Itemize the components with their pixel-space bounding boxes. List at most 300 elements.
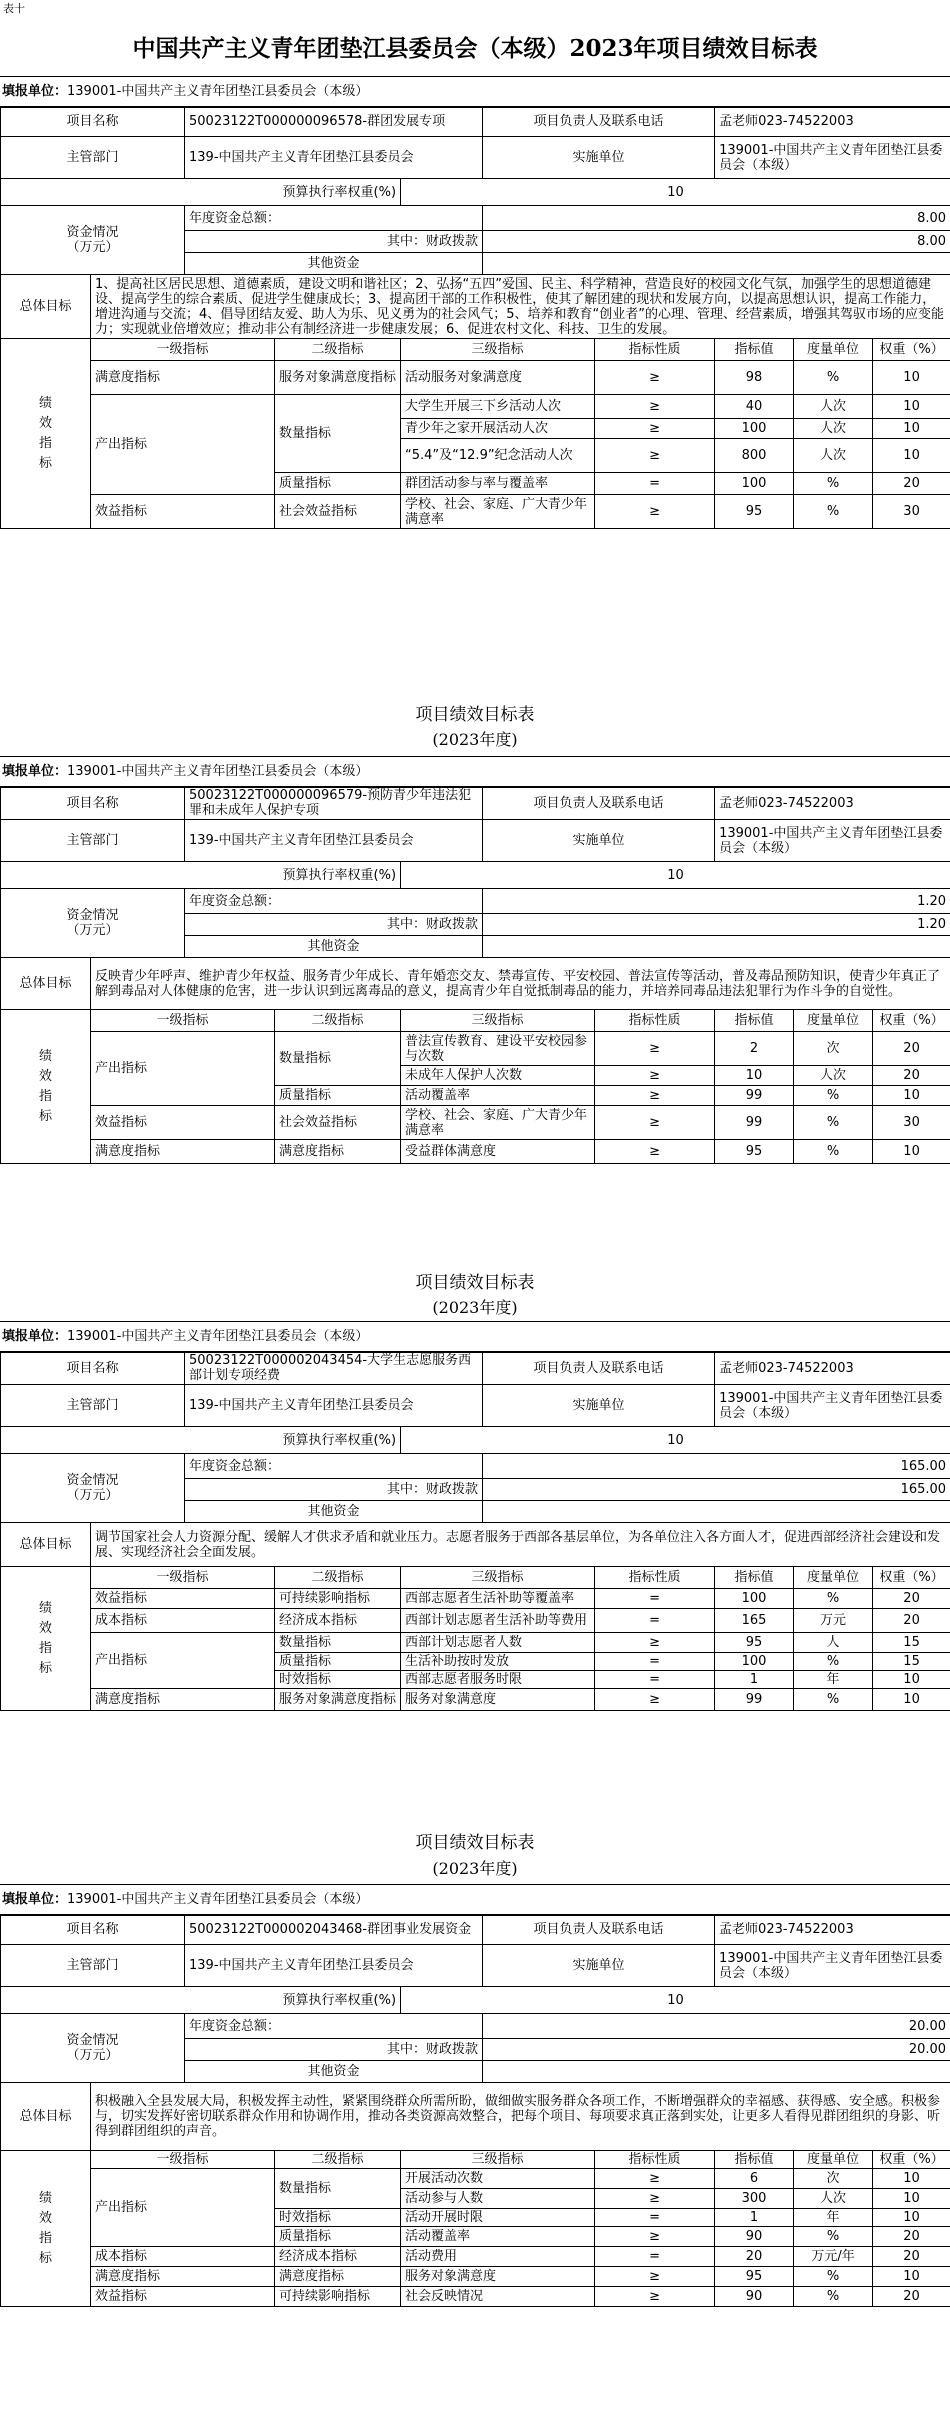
level1-indicator: 成本指标 xyxy=(91,1609,275,1633)
level1-indicator: 满意度指标 xyxy=(91,361,275,395)
level2-indicator: 质量指标 xyxy=(275,1653,401,1671)
indicator-value: 6 xyxy=(715,2169,794,2189)
fiscal-label: 其中：财政拨款 xyxy=(185,231,483,253)
other-funds-label: 其他资金 xyxy=(185,253,483,275)
project-name-value: 50023122T000000096578-群团发展专项 xyxy=(185,107,483,137)
indicator-weight: 10 xyxy=(873,395,950,419)
indicator-weight: 10 xyxy=(873,419,950,439)
annual-label: 年度资金总额： xyxy=(185,1454,483,1479)
dept-label: 主管部门 xyxy=(1,137,185,179)
indicator-weight: 20 xyxy=(873,2287,950,2307)
impl-label: 实施单位 xyxy=(483,1385,715,1427)
level1-indicator: 产出指标 xyxy=(91,1032,275,1106)
header-value: 指标值 xyxy=(715,1010,794,1032)
level2-indicator: 经济成本指标 xyxy=(275,2247,401,2267)
indicator-weight: 10 xyxy=(873,2267,950,2287)
performance-table xyxy=(0,1351,950,1711)
indicator-row xyxy=(1,2247,950,2267)
section-title: 项目绩效目标表 xyxy=(415,705,535,725)
level3-indicator: 普法宣传教育、建设平安校园参与次数 xyxy=(401,1032,595,1066)
indicator-nature: ≥ xyxy=(595,419,715,439)
header-value: 指标值 xyxy=(715,339,794,361)
level3-indicator: 活动覆盖率 xyxy=(401,2227,595,2247)
indicator-weight: 15 xyxy=(873,1633,950,1653)
fill-unit-row xyxy=(0,1884,950,1916)
dept-value: 139-中国共产主义青年团垫江县委员会 xyxy=(185,1945,483,1987)
indicator-value: 300 xyxy=(715,2189,794,2209)
indicator-weight: 20 xyxy=(873,1066,950,1086)
weight-value: 10 xyxy=(401,862,950,889)
project-name-label: 项目名称 xyxy=(1,1352,185,1385)
indicator-nature: = xyxy=(595,1589,715,1609)
contact-value: 孟老师023-74522003 xyxy=(715,1915,950,1945)
fill-unit-value: 139001-中国共产主义青年团垫江县委员会（本级） xyxy=(67,1329,369,1344)
level1-indicator: 效益指标 xyxy=(91,2287,275,2307)
indicator-row xyxy=(1,2267,950,2287)
level1-indicator: 效益指标 xyxy=(91,1106,275,1140)
indicator-weight: 10 xyxy=(873,1671,950,1689)
level3-indicator: 青少年之家开展活动人次 xyxy=(401,419,595,439)
level1-indicator: 成本指标 xyxy=(91,2247,275,2267)
indicator-value: 100 xyxy=(715,419,794,439)
indicator-value: 20 xyxy=(715,2247,794,2267)
indicator-row xyxy=(1,2287,950,2307)
indicator-row xyxy=(1,1106,950,1140)
indicator-row xyxy=(1,1633,950,1653)
dept-label: 主管部门 xyxy=(1,820,185,862)
header-unit: 度量单位 xyxy=(794,1567,873,1589)
indicator-weight: 10 xyxy=(873,2169,950,2189)
indicator-value: 100 xyxy=(715,1653,794,1671)
indicator-nature: ≥ xyxy=(595,2267,715,2287)
level3-indicator: 受益群体满意度 xyxy=(401,1140,595,1164)
indicator-nature: ≥ xyxy=(595,1066,715,1086)
level3-indicator: 学校、社会、家庭、广大青少年满意率 xyxy=(401,495,595,529)
level3-indicator: 学校、社会、家庭、广大青少年满意率 xyxy=(401,1106,595,1140)
indicator-value: 40 xyxy=(715,395,794,419)
goal-text: 反映青少年呼声、维护青少年权益、服务青少年成长、青年婚恋交友、禁毒宣传、平安校园、普法宣传等活动，普及毒品预防知识，使青少年真正了解到毒品对人体健康的危害，进一步认识到远离毒品的意义，提高青少年自觉抵制毒品的能力，并培养同毒品违法犯罪行为作斗争的自觉性。 xyxy=(91,958,950,1010)
fill-unit-value: 139001-中国共产主义青年团垫江县委员会（本级） xyxy=(67,84,369,99)
level3-indicator: 社会反映情况 xyxy=(401,2287,595,2307)
impl-label: 实施单位 xyxy=(483,1945,715,1987)
goal-text: 调节国家社会人力资源分配、缓解人才供求矛盾和就业压力。志愿者服务于西部各基层单位，为各单位注入各方面人才，促进西部经济社会建设和发展、实现经济社会全面发展。 xyxy=(91,1523,950,1567)
other-funds-value xyxy=(483,936,950,958)
indicator-weight: 10 xyxy=(873,1086,950,1106)
fiscal-label: 其中：财政拨款 xyxy=(185,2039,483,2061)
indicator-value: 95 xyxy=(715,2267,794,2287)
indicator-nature: ≥ xyxy=(595,2227,715,2247)
indicator-weight: 20 xyxy=(873,2227,950,2247)
indicator-nature: ≥ xyxy=(595,2189,715,2209)
section-year: (2023年度) xyxy=(432,1859,518,1878)
indicator-value: 90 xyxy=(715,2227,794,2247)
goal-label: 总体目标 xyxy=(1,1523,91,1567)
header-unit: 度量单位 xyxy=(794,1010,873,1032)
indicator-unit: 人次 xyxy=(794,439,873,473)
indicator-nature: = xyxy=(595,473,715,495)
annual-label: 年度资金总额： xyxy=(185,889,483,914)
indicator-row xyxy=(1,395,950,419)
contact-label: 项目负责人及联系电话 xyxy=(483,107,715,137)
goal-label: 总体目标 xyxy=(1,275,91,339)
fiscal-label: 其中：财政拨款 xyxy=(185,914,483,936)
project-name-value: 50023122T000002043454-大学生志愿服务西部计划专项经费 xyxy=(185,1352,483,1385)
header-weight: 权重（%） xyxy=(873,339,950,361)
level1-indicator: 产出指标 xyxy=(91,2169,275,2247)
level3-indicator: 西部计划志愿者人数 xyxy=(401,1633,595,1653)
contact-value: 孟老师023-74522003 xyxy=(715,1352,950,1385)
contact-value: 孟老师023-74522003 xyxy=(715,787,950,820)
indicator-unit: 万元/年 xyxy=(794,2247,873,2267)
header-level3: 三级指标 xyxy=(401,2151,595,2169)
fiscal-value: 1.20 xyxy=(483,914,950,936)
level3-indicator: 西部志愿者服务时限 xyxy=(401,1671,595,1689)
impl-value: 139001-中国共产主义青年团垫江县委员会（本级） xyxy=(715,1945,950,1987)
project-name-label: 项目名称 xyxy=(1,787,185,820)
header-unit: 度量单位 xyxy=(794,2151,873,2169)
indicator-unit: 次 xyxy=(794,2169,873,2189)
level2-indicator: 服务对象满意度指标 xyxy=(275,1689,401,1711)
level2-indicator: 社会效益指标 xyxy=(275,1106,401,1140)
level1-indicator: 产出指标 xyxy=(91,1633,275,1689)
level3-indicator: “5.4”及“12.9”纪念活动人次 xyxy=(401,439,595,473)
indicator-weight: 30 xyxy=(873,1106,950,1140)
level3-indicator: 服务对象满意度 xyxy=(401,1689,595,1711)
fill-unit-label: 填报单位： xyxy=(2,84,68,99)
indicator-row xyxy=(1,2169,950,2189)
performance-table xyxy=(0,1914,950,2307)
contact-label: 项目负责人及联系电话 xyxy=(483,787,715,820)
indicator-weight: 20 xyxy=(873,473,950,495)
fill-unit-label: 填报单位： xyxy=(2,1892,68,1907)
level1-indicator: 满意度指标 xyxy=(91,1140,275,1164)
indicator-unit: % xyxy=(794,1140,873,1164)
indicator-unit: 万元 xyxy=(794,1609,873,1633)
indicator-row xyxy=(1,1589,950,1609)
other-funds-value xyxy=(483,253,950,275)
level3-indicator: 未成年人保护人次数 xyxy=(401,1066,595,1086)
indicator-row xyxy=(1,1032,950,1066)
level2-indicator: 可持续影响指标 xyxy=(275,2287,401,2307)
indicator-unit: % xyxy=(794,1689,873,1711)
indicator-unit: 人次 xyxy=(794,419,873,439)
goal-label: 总体目标 xyxy=(1,2083,91,2151)
indicator-nature: = xyxy=(595,1671,715,1689)
level2-indicator: 时效指标 xyxy=(275,1671,401,1689)
indicator-nature: ≥ xyxy=(595,439,715,473)
header-unit: 度量单位 xyxy=(794,339,873,361)
fiscal-label: 其中：财政拨款 xyxy=(185,1479,483,1501)
fiscal-value: 8.00 xyxy=(483,231,950,253)
perf-label: 绩 效 指 标 xyxy=(1,1010,91,1164)
level3-indicator: 生活补助按时发放 xyxy=(401,1653,595,1671)
indicator-nature: ≥ xyxy=(595,361,715,395)
other-funds-label: 其他资金 xyxy=(185,2061,483,2083)
dept-label: 主管部门 xyxy=(1,1945,185,1987)
indicator-nature: ≥ xyxy=(595,1032,715,1066)
level3-indicator: 西部计划志愿者生活补助等费用 xyxy=(401,1609,595,1633)
indicator-unit: 人次 xyxy=(794,2189,873,2209)
level3-indicator: 服务对象满意度 xyxy=(401,2267,595,2287)
indicator-value: 1 xyxy=(715,1671,794,1689)
level2-indicator: 可持续影响指标 xyxy=(275,1589,401,1609)
indicator-row xyxy=(1,1140,950,1164)
project-name-value: 50023122T000002043468-群团事业发展资金 xyxy=(185,1915,483,1945)
indicator-nature: ≥ xyxy=(595,1140,715,1164)
indicator-row xyxy=(1,1689,950,1711)
weight-value: 10 xyxy=(401,179,950,206)
annual-value: 20.00 xyxy=(483,2014,950,2039)
indicator-unit: 人 xyxy=(794,1633,873,1653)
level1-indicator: 效益指标 xyxy=(91,1589,275,1609)
weight-label: 预算执行率权重(%) xyxy=(1,1427,401,1454)
goal-label: 总体目标 xyxy=(1,958,91,1010)
indicator-row xyxy=(1,1609,950,1633)
level2-indicator: 数量指标 xyxy=(275,1633,401,1653)
fiscal-value: 165.00 xyxy=(483,1479,950,1501)
weight-label: 预算执行率权重(%) xyxy=(1,1987,401,2014)
indicator-weight: 10 xyxy=(873,2209,950,2227)
indicator-weight: 20 xyxy=(873,1609,950,1633)
indicator-nature: ≥ xyxy=(595,1689,715,1711)
annual-value: 8.00 xyxy=(483,206,950,231)
level2-indicator: 满意度指标 xyxy=(275,1140,401,1164)
indicator-value: 800 xyxy=(715,439,794,473)
dept-value: 139-中国共产主义青年团垫江县委员会 xyxy=(185,1385,483,1427)
page-tag: 表十 xyxy=(3,2,25,15)
indicator-value: 2 xyxy=(715,1032,794,1066)
project-name-label: 项目名称 xyxy=(1,1915,185,1945)
indicator-nature: ≥ xyxy=(595,2287,715,2307)
fiscal-value: 20.00 xyxy=(483,2039,950,2061)
perf-label: 绩 效 指 标 xyxy=(1,339,91,529)
indicator-value: 100 xyxy=(715,1589,794,1609)
indicator-weight: 30 xyxy=(873,495,950,529)
header-level1: 一级指标 xyxy=(91,2151,275,2169)
fill-unit-label: 填报单位： xyxy=(2,1329,68,1344)
weight-value: 10 xyxy=(401,1427,950,1454)
perf-label: 绩 效 指 标 xyxy=(1,2151,91,2307)
indicator-nature: ≥ xyxy=(595,1086,715,1106)
level1-indicator: 产出指标 xyxy=(91,395,275,495)
indicator-value: 98 xyxy=(715,361,794,395)
header-nature: 指标性质 xyxy=(595,339,715,361)
indicator-value: 1 xyxy=(715,2209,794,2227)
level3-indicator: 活动覆盖率 xyxy=(401,1086,595,1106)
level3-indicator: 活动参与人数 xyxy=(401,2189,595,2209)
indicator-nature: = xyxy=(595,1609,715,1633)
impl-value: 139001-中国共产主义青年团垫江县委员会（本级） xyxy=(715,137,950,179)
header-weight: 权重（%） xyxy=(873,1567,950,1589)
header-value: 指标值 xyxy=(715,1567,794,1589)
header-nature: 指标性质 xyxy=(595,2151,715,2169)
level1-indicator: 效益指标 xyxy=(91,495,275,529)
other-funds-label: 其他资金 xyxy=(185,1501,483,1523)
indicator-weight: 15 xyxy=(873,1653,950,1671)
level3-indicator: 活动服务对象满意度 xyxy=(401,361,595,395)
indicator-value: 95 xyxy=(715,1633,794,1653)
annual-value: 1.20 xyxy=(483,889,950,914)
indicator-weight: 20 xyxy=(873,2247,950,2267)
annual-label: 年度资金总额： xyxy=(185,2014,483,2039)
fill-unit-row xyxy=(0,1321,950,1353)
level2-indicator: 服务对象满意度指标 xyxy=(275,361,401,395)
level3-indicator: 大学生开展三下乡活动人次 xyxy=(401,395,595,419)
contact-label: 项目负责人及联系电话 xyxy=(483,1352,715,1385)
section-title: 项目绩效目标表 xyxy=(415,1833,535,1853)
annual-label: 年度资金总额： xyxy=(185,206,483,231)
funds-label: 资金情况 （万元） xyxy=(1,2014,185,2083)
impl-value: 139001-中国共产主义青年团垫江县委员会（本级） xyxy=(715,1385,950,1427)
impl-label: 实施单位 xyxy=(483,820,715,862)
indicator-nature: ≥ xyxy=(595,495,715,529)
indicator-weight: 10 xyxy=(873,2189,950,2209)
fill-unit-row xyxy=(0,76,950,108)
fill-unit-value: 139001-中国共产主义青年团垫江县委员会（本级） xyxy=(67,764,369,779)
performance-table xyxy=(0,786,950,1164)
header-weight: 权重（%） xyxy=(873,1010,950,1032)
indicator-weight: 10 xyxy=(873,1689,950,1711)
level2-indicator: 满意度指标 xyxy=(275,2267,401,2287)
level3-indicator: 活动开展时限 xyxy=(401,2209,595,2227)
indicator-unit: 人次 xyxy=(794,395,873,419)
header-level3: 三级指标 xyxy=(401,1010,595,1032)
indicator-unit: % xyxy=(794,1106,873,1140)
indicator-unit: 年 xyxy=(794,2209,873,2227)
weight-label: 预算执行率权重(%) xyxy=(1,862,401,889)
indicator-nature: = xyxy=(595,2209,715,2227)
section-year: (2023年度) xyxy=(432,730,518,749)
indicator-unit: % xyxy=(794,1589,873,1609)
fill-unit-label: 填报单位： xyxy=(2,764,68,779)
indicator-value: 95 xyxy=(715,495,794,529)
project-name-label: 项目名称 xyxy=(1,107,185,137)
header-level2: 二级指标 xyxy=(275,2151,401,2169)
other-funds-value xyxy=(483,1501,950,1523)
dept-value: 139-中国共产主义青年团垫江县委员会 xyxy=(185,137,483,179)
header-level1: 一级指标 xyxy=(91,339,275,361)
level3-indicator: 活动费用 xyxy=(401,2247,595,2267)
indicator-weight: 10 xyxy=(873,361,950,395)
indicator-value: 165 xyxy=(715,1609,794,1633)
level2-indicator: 社会效益指标 xyxy=(275,495,401,529)
indicator-unit: 年 xyxy=(794,1671,873,1689)
indicator-weight: 10 xyxy=(873,439,950,473)
indicator-row xyxy=(1,495,950,529)
contact-value: 孟老师023-74522003 xyxy=(715,107,950,137)
fill-unit-row xyxy=(0,756,950,788)
fill-unit-value: 139001-中国共产主义青年团垫江县委员会（本级） xyxy=(67,1892,369,1907)
level2-indicator: 时效指标 xyxy=(275,2209,401,2227)
funds-label: 资金情况 （万元） xyxy=(1,206,185,275)
header-nature: 指标性质 xyxy=(595,1010,715,1032)
weight-value: 10 xyxy=(401,1987,950,2014)
level1-indicator: 满意度指标 xyxy=(91,2267,275,2287)
section-title: 项目绩效目标表 xyxy=(415,1273,535,1293)
indicator-unit: % xyxy=(794,361,873,395)
header-level3: 三级指标 xyxy=(401,339,595,361)
perf-label: 绩 效 指 标 xyxy=(1,1567,91,1711)
indicator-unit: 人次 xyxy=(794,1066,873,1086)
level2-indicator: 质量指标 xyxy=(275,473,401,495)
performance-table xyxy=(0,106,950,529)
indicator-value: 90 xyxy=(715,2287,794,2307)
indicator-value: 10 xyxy=(715,1066,794,1086)
level3-indicator: 开展活动次数 xyxy=(401,2169,595,2189)
level2-indicator: 质量指标 xyxy=(275,1086,401,1106)
indicator-unit: % xyxy=(794,2267,873,2287)
project-name-value: 50023122T000000096579-预防青少年违法犯罪和未成年人保护专项 xyxy=(185,787,483,820)
dept-value: 139-中国共产主义青年团垫江县委员会 xyxy=(185,820,483,862)
indicator-nature: ≥ xyxy=(595,1106,715,1140)
level2-indicator: 数量指标 xyxy=(275,395,401,473)
indicator-nature: ≥ xyxy=(595,2169,715,2189)
indicator-value: 100 xyxy=(715,473,794,495)
header-level2: 二级指标 xyxy=(275,1010,401,1032)
indicator-nature: = xyxy=(595,2247,715,2267)
indicator-value: 95 xyxy=(715,1140,794,1164)
other-funds-value xyxy=(483,2061,950,2083)
indicator-unit: % xyxy=(794,2287,873,2307)
level2-indicator: 经济成本指标 xyxy=(275,1609,401,1633)
indicator-value: 99 xyxy=(715,1106,794,1140)
indicator-nature: = xyxy=(595,1653,715,1671)
level2-indicator: 质量指标 xyxy=(275,2227,401,2247)
level2-indicator: 数量指标 xyxy=(275,2169,401,2209)
header-value: 指标值 xyxy=(715,2151,794,2169)
other-funds-label: 其他资金 xyxy=(185,936,483,958)
header-weight: 权重（%） xyxy=(873,2151,950,2169)
level2-indicator: 数量指标 xyxy=(275,1032,401,1086)
dept-label: 主管部门 xyxy=(1,1385,185,1427)
indicator-weight: 20 xyxy=(873,1032,950,1066)
contact-label: 项目负责人及联系电话 xyxy=(483,1915,715,1945)
funds-label: 资金情况 （万元） xyxy=(1,889,185,958)
main-title: 中国共产主义青年团垫江县委员会（本级）2023年项目绩效目标表 xyxy=(132,35,818,62)
section-year: (2023年度) xyxy=(432,1298,518,1317)
indicator-value: 99 xyxy=(715,1086,794,1106)
indicator-unit: % xyxy=(794,1653,873,1671)
funds-label: 资金情况 （万元） xyxy=(1,1454,185,1523)
goal-text: 1、提高社区居民思想、道德素质，建设文明和谐社区；2、弘扬“五四”爱国、民主、科学精神，营造良好的校园文化气氛，加强学生的思想道德建设、提高学生的综合素质、促进学生健康成长；3、提高团干部的工作积极性，使其了解团建的现状和发展方向，以提高思想认识，提高工作能力，增进沟通与交流；4、倡导团结友爱、助人为乐、见义勇为的社会风气；5、培养和教育“创业者”的心理、管理、经营素质，增强其驾驭市场的应变能力；实现就业倍增效应；推动非公有制经济进一步健康发展；6、促进农村文化、科技、卫生的发展。 xyxy=(91,275,950,339)
annual-value: 165.00 xyxy=(483,1454,950,1479)
header-level3: 三级指标 xyxy=(401,1567,595,1589)
indicator-unit: % xyxy=(794,1086,873,1106)
level3-indicator: 西部志愿者生活补助等覆盖率 xyxy=(401,1589,595,1609)
header-level1: 一级指标 xyxy=(91,1567,275,1589)
indicator-value: 99 xyxy=(715,1689,794,1711)
indicator-weight: 20 xyxy=(873,1589,950,1609)
impl-label: 实施单位 xyxy=(483,137,715,179)
indicator-nature: ≥ xyxy=(595,1633,715,1653)
header-level1: 一级指标 xyxy=(91,1010,275,1032)
goal-text: 积极融入全县发展大局，积极发挥主动性，紧紧围绕群众所需所盼，做细做实服务群众各项工作，不断增强群众的幸福感、获得感、安全感。积极参与，切实发挥好密切联系群众作用和协调作用，推动各类资源高效整合，把每个项目、每项要求真正落到实处，让更多人看得见群团组织的身影、听得到群团组织的声音。 xyxy=(91,2083,950,2151)
level3-indicator: 群团活动参与率与覆盖率 xyxy=(401,473,595,495)
indicator-weight: 10 xyxy=(873,1140,950,1164)
weight-label: 预算执行率权重(%) xyxy=(1,179,401,206)
level1-indicator: 满意度指标 xyxy=(91,1689,275,1711)
indicator-unit: 次 xyxy=(794,1032,873,1066)
indicator-unit: % xyxy=(794,473,873,495)
indicator-row xyxy=(1,361,950,395)
header-nature: 指标性质 xyxy=(595,1567,715,1589)
impl-value: 139001-中国共产主义青年团垫江县委员会（本级） xyxy=(715,820,950,862)
indicator-nature: ≥ xyxy=(595,395,715,419)
indicator-unit: % xyxy=(794,495,873,529)
header-level2: 二级指标 xyxy=(275,339,401,361)
header-level2: 二级指标 xyxy=(275,1567,401,1589)
indicator-unit: % xyxy=(794,2227,873,2247)
